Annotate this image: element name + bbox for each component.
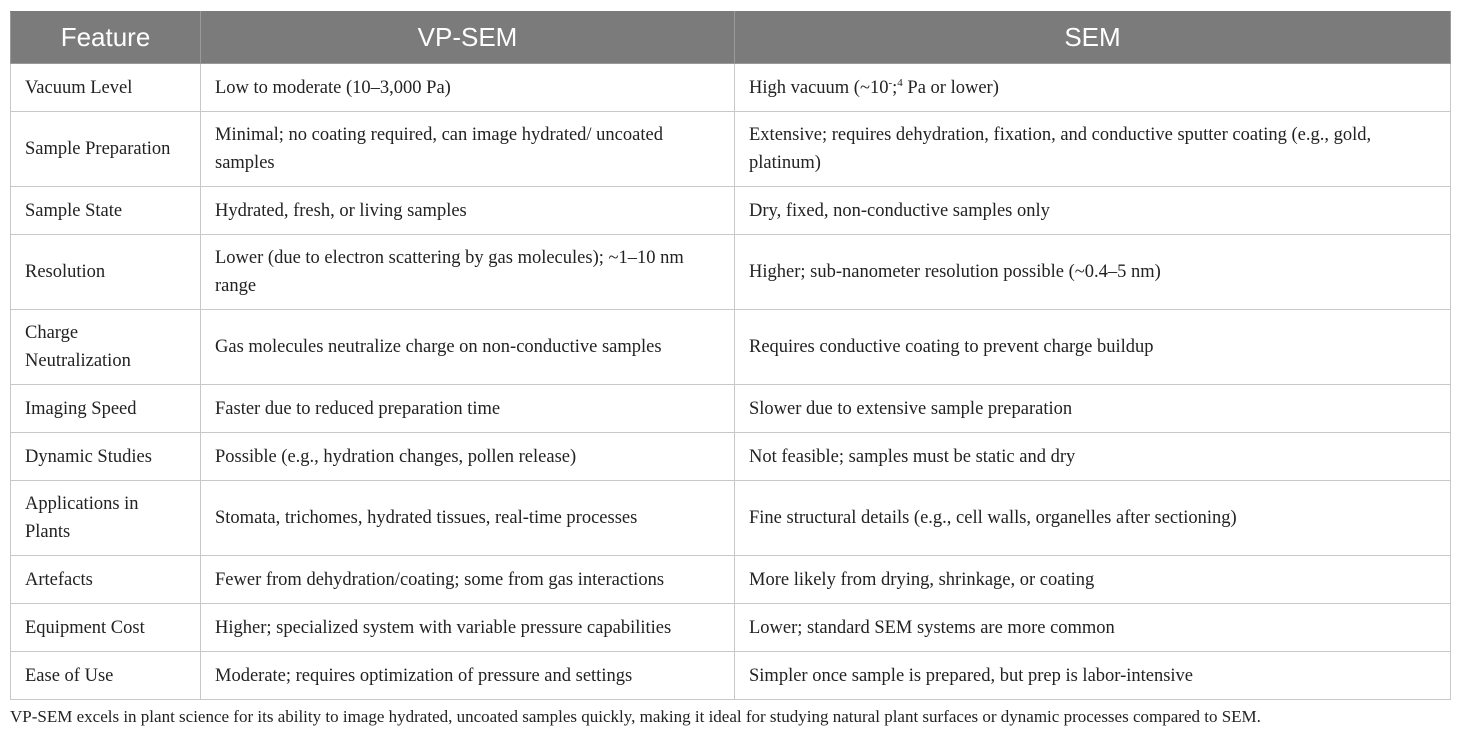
sem-cell: More likely from drying, shrinkage, or coating: [735, 556, 1451, 604]
sem-cell: Extensive; requires dehydration, fixation, and conductive sputter coating (e.g., gold, platinum): [735, 112, 1451, 187]
vp-sem-cell: Lower (due to electron scattering by gas molecules); ~1–10 nm range: [201, 235, 735, 310]
sem-cell-text: Pa or lower): [902, 77, 999, 98]
sem-cell: Fine structural details (e.g., cell walls, organelles after sectioning): [735, 481, 1451, 556]
header-feature: Feature: [11, 12, 201, 64]
comparison-table: [10, 11, 1451, 700]
sem-cell: Lower; standard SEM systems are more common: [735, 604, 1451, 652]
feature-cell: Dynamic Studies: [11, 433, 201, 481]
feature-cell: Sample Preparation: [11, 112, 201, 187]
sem-cell-text: High vacuum (~10: [749, 77, 889, 98]
superscript: -: [888, 76, 893, 89]
sem-cell: Requires conductive coating to prevent charge buildup: [735, 310, 1451, 385]
vp-sem-cell: Minimal; no coating required, can image hydrated/ uncoated samples: [201, 112, 735, 187]
table-row: [11, 187, 1451, 235]
vp-sem-cell: Higher; specialized system with variable pressure capabilities: [201, 604, 735, 652]
table-row: [11, 556, 1451, 604]
feature-cell: Applications in Plants: [11, 481, 201, 556]
feature-cell: Charge Neutralization: [11, 310, 201, 385]
header-sem: SEM: [735, 12, 1451, 64]
sem-cell: Dry, fixed, non-conductive samples only: [735, 187, 1451, 235]
vp-sem-cell: Hydrated, fresh, or living samples: [201, 187, 735, 235]
table-header: [11, 12, 1451, 64]
sem-cell: Not feasible; samples must be static and dry: [735, 433, 1451, 481]
feature-cell: Ease of Use: [11, 652, 201, 700]
table-body: [11, 64, 1451, 700]
table-row: [11, 604, 1451, 652]
table-row: [11, 64, 1451, 112]
feature-cell: Imaging Speed: [11, 385, 201, 433]
table-row: [11, 652, 1451, 700]
vp-sem-cell: Low to moderate (10–3,000 Pa): [201, 64, 735, 112]
table-footnote: VP-SEM excels in plant science for its ability to image hydrated, uncoated samples quickly, making it ideal for studying natural plant surfaces or dynamic processes compared to SEM.: [10, 707, 1261, 726]
vp-sem-cell: Fewer from dehydration/coating; some from gas interactions: [201, 556, 735, 604]
feature-cell: Resolution: [11, 235, 201, 310]
feature-cell: Artefacts: [11, 556, 201, 604]
table-row: [11, 310, 1451, 385]
sem-cell: Simpler once sample is prepared, but prep is labor-intensive: [735, 652, 1451, 700]
table-row: [11, 433, 1451, 481]
table-row: [11, 235, 1451, 310]
vp-sem-cell: Possible (e.g., hydration changes, pollen release): [201, 433, 735, 481]
sem-cell: [735, 64, 1451, 112]
table-row: [11, 481, 1451, 556]
sem-cell-text: ;: [892, 77, 898, 98]
table-row: [11, 385, 1451, 433]
sem-cell: Slower due to extensive sample preparation: [735, 385, 1451, 433]
feature-cell: Equipment Cost: [11, 604, 201, 652]
vp-sem-cell: Faster due to reduced preparation time: [201, 385, 735, 433]
header-row: [11, 12, 1451, 64]
vp-sem-cell: Gas molecules neutralize charge on non-conductive samples: [201, 310, 735, 385]
sem-cell: Higher; sub-nanometer resolution possible (~0.4–5 nm): [735, 235, 1451, 310]
feature-cell: Sample State: [11, 187, 201, 235]
vp-sem-cell: Stomata, trichomes, hydrated tissues, real-time processes: [201, 481, 735, 556]
comparison-table-container: [10, 11, 1450, 700]
superscript: 4: [897, 76, 903, 89]
vp-sem-cell: Moderate; requires optimization of pressure and settings: [201, 652, 735, 700]
table-row: [11, 112, 1451, 187]
header-vp-sem: VP-SEM: [201, 12, 735, 64]
feature-cell: Vacuum Level: [11, 64, 201, 112]
